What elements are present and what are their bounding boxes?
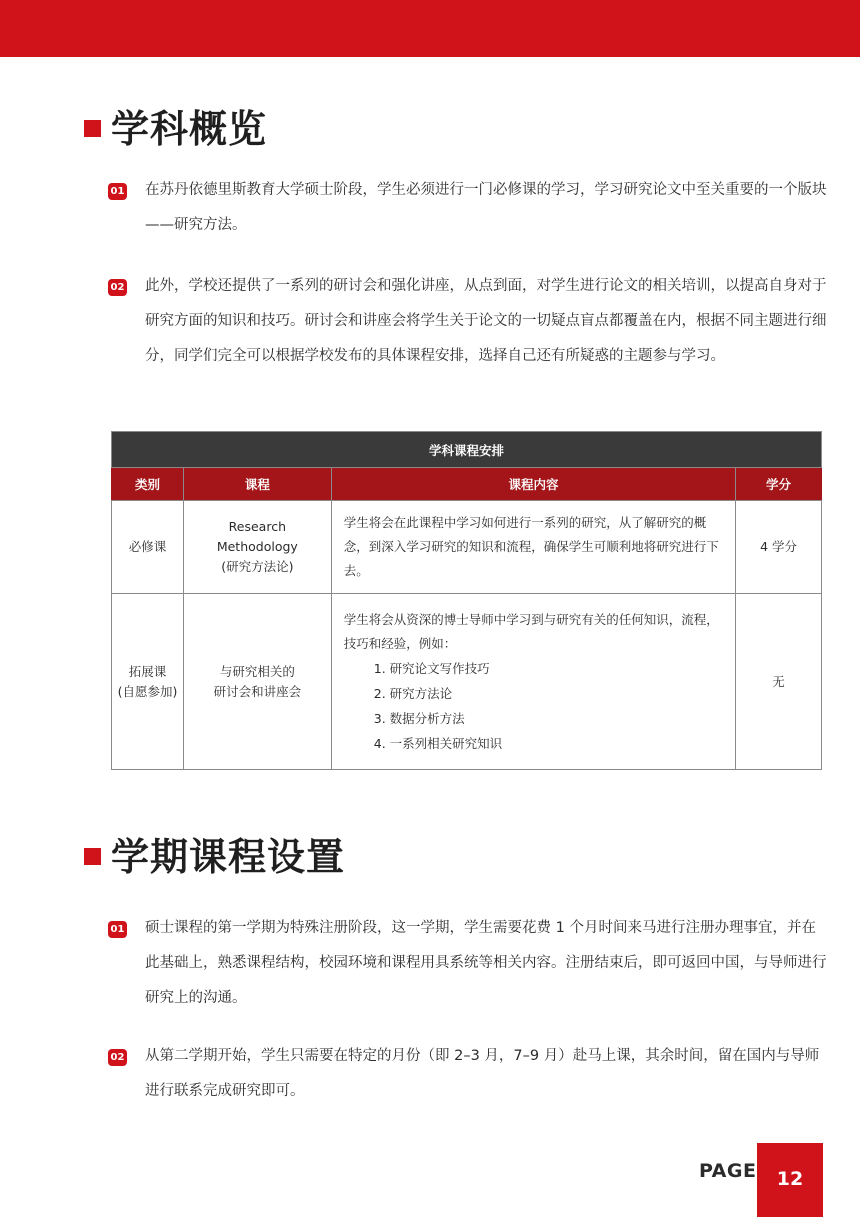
list-item: 2. 研究方法论 xyxy=(373,685,453,701)
credits-cell: 无 xyxy=(736,594,822,770)
category-note: (自愿参加) xyxy=(117,683,178,699)
paragraph-text: 此外，学校还提供了一系列的研讨会和强化讲座，从点到面，对学生进行论文的相关培训，以提高自身对于研究方面的知识和技巧。研讨会和讲座会将学生关于论文的一切疑点盲点都覆盖在内，根据不同主题进行细分，同学们完全可以根据学校发布的具体课程安排，选择自己还有所疑惑的主题参与学习。 xyxy=(145,278,827,364)
list-item: 1. 研究论文写作技巧 xyxy=(373,660,490,676)
course-name-line: 与研究相关的 xyxy=(219,663,295,679)
content-cell: 学生将会在此课程中学习如何进行一系列的研究，从了解研究的概念，到深入学习研究的知识和流程，确保学生可顺利地将研究进行下去。 xyxy=(331,501,735,594)
content-cell xyxy=(331,594,735,770)
section-heading-overview xyxy=(84,98,267,153)
column-header: 课程 xyxy=(183,468,331,501)
number-badge: 02 xyxy=(108,1049,127,1066)
column-header: 课程内容 xyxy=(331,468,735,501)
heading-marker-icon xyxy=(84,848,101,865)
table-caption-row xyxy=(112,432,822,468)
category-cell: 必修课 xyxy=(112,501,184,594)
top-banner xyxy=(0,0,860,57)
paragraph-text: 从第二学期开始，学生只需要在特定的月份（即 2–3 月，7–9 月）赴马上课，其余时间，留在国内与导师进行联系完成研究即可。 xyxy=(145,1048,820,1099)
credits-cell: 4 学分 xyxy=(736,501,822,594)
table-row xyxy=(112,501,822,594)
course-cell xyxy=(183,501,331,594)
category-cell xyxy=(112,594,184,770)
course-name-en: Methodology xyxy=(216,539,298,554)
category-label: 拓展课 xyxy=(128,663,167,679)
section-title: 学科概览 xyxy=(111,107,268,151)
table-caption: 学科课程安排 xyxy=(112,432,822,468)
column-header: 学分 xyxy=(736,468,822,501)
course-name-cn: (研究方法论) xyxy=(221,559,294,574)
number-badge: 01 xyxy=(108,183,127,200)
number-badge: 01 xyxy=(108,921,127,938)
course-name-line: 研讨会和讲座会 xyxy=(213,683,302,699)
paragraph-item xyxy=(108,182,828,243)
course-name-en: Research xyxy=(228,519,286,534)
number-badge: 02 xyxy=(108,279,127,296)
paragraph-item xyxy=(108,1048,828,1109)
course-cell xyxy=(183,594,331,770)
course-schedule-table xyxy=(111,431,822,770)
column-header: 类别 xyxy=(112,468,184,501)
section-heading-semester xyxy=(84,826,345,881)
list-item: 4. 一系列相关研究知识 xyxy=(373,735,503,751)
section-title: 学期课程设置 xyxy=(111,835,346,879)
heading-marker-icon xyxy=(84,120,101,137)
content-intro: 学生将会从资深的博士导师中学习到与研究有关的任何知识，流程，技巧和经验，例如： xyxy=(343,611,719,651)
paragraph-text: 硕士课程的第一学期为特殊注册阶段，这一学期，学生需要花费 1 个月时间来马进行注册办理事宜，并在此基础上，熟悉课程结构，校园环境和课程用具系统等相关内容。注册结束后，即可返回中国，与导师进行研究上的沟通。 xyxy=(145,920,827,1006)
paragraph-item xyxy=(108,278,828,374)
page-number: 12 xyxy=(757,1143,823,1217)
list-item: 3. 数据分析方法 xyxy=(373,710,465,726)
paragraph-text: 在苏丹依德里斯教育大学硕士阶段，学生必须进行一门必修课的学习，学习研究论文中至关重要的一个版块——研究方法。 xyxy=(145,182,827,233)
paragraph-item xyxy=(108,920,828,1016)
table-row xyxy=(112,594,822,770)
table-header-row xyxy=(112,468,822,501)
page-label: PAGE xyxy=(699,1160,757,1182)
